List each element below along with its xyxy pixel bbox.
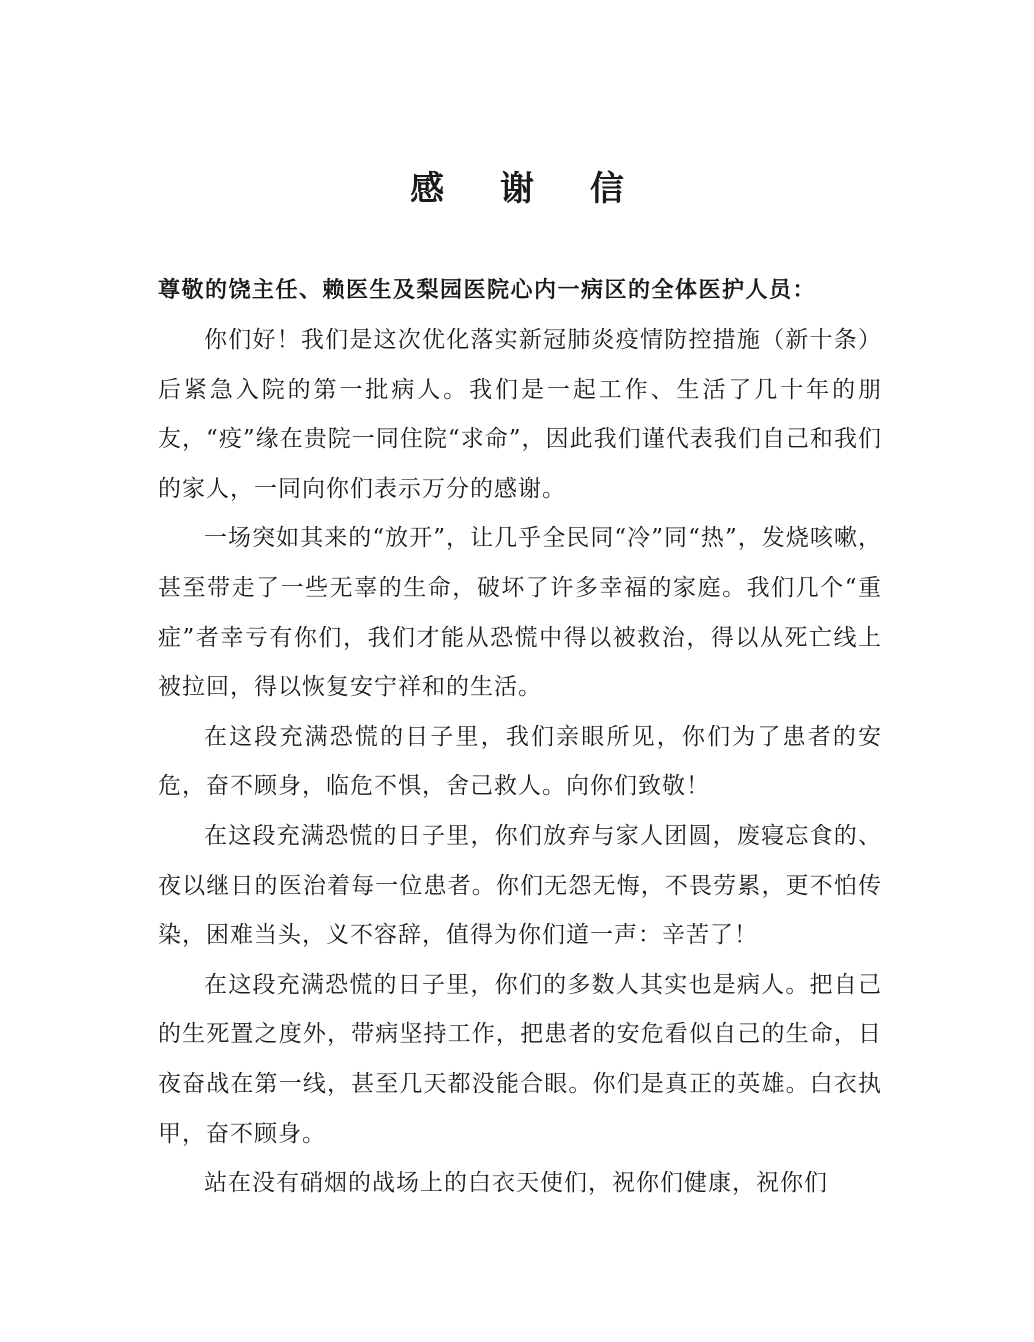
paragraph-tribute-1: 在这段充满恐慌的日子里，我们亲眼所见，你们为了患者的安危，奋不顾身，临危不惧，舍己救人。向你们致敬！	[158, 723, 882, 800]
salutation: 尊敬的饶主任、赖医生及梨园医院心内一病区的全体医护人员：	[158, 277, 817, 303]
paragraph-greeting: 你们好！我们是这次优化落实新冠肺炎疫情防控措施（新十条）后紧急入院的第一批病人。我们是一起工作、生活了几十年的朋友，“疫”缘在贵院一同住院“求命”，因此我们谨代表我们自己和我们的家人，一同向你们表示万分的感谢。	[158, 327, 882, 502]
paragraph-tribute-3: 在这段充满恐慌的日子里，你们的多数人其实也是病人。把自己的生死置之度外，带病坚持工作，把患者的安危看似自己的生命，日夜奋战在第一线，甚至几天都没能合眼。你们是真正的英雄。白衣执甲，奋不顾身。	[158, 971, 882, 1147]
paragraph-tribute-2: 在这段充满恐慌的日子里，你们放弃与家人团圆，废寝忘食的、夜以继日的医治着每一位患者。你们无怨无悔，不畏劳累，更不怕传染，困难当头，义不容辞，值得为你们道一声：辛苦了！	[158, 822, 882, 949]
paragraph-closing: 站在没有硝烟的战场上的白衣天使们，祝你们健康，祝你们	[204, 1170, 828, 1197]
letter-body	[158, 316, 882, 1209]
page-title: 感 谢 信	[410, 169, 646, 209]
paragraph-outbreak: 一场突如其来的“放开”，让几乎全民同“冷”同“热”，发烧咳嗽，甚至带走了一些无辜的生命，破坏了许多幸福的家庭。我们几个“重症”者幸亏有你们，我们才能从恐慌中得以被救治，得以从死亡线上被拉回，得以恢复安宁祥和的生活。	[158, 525, 882, 701]
